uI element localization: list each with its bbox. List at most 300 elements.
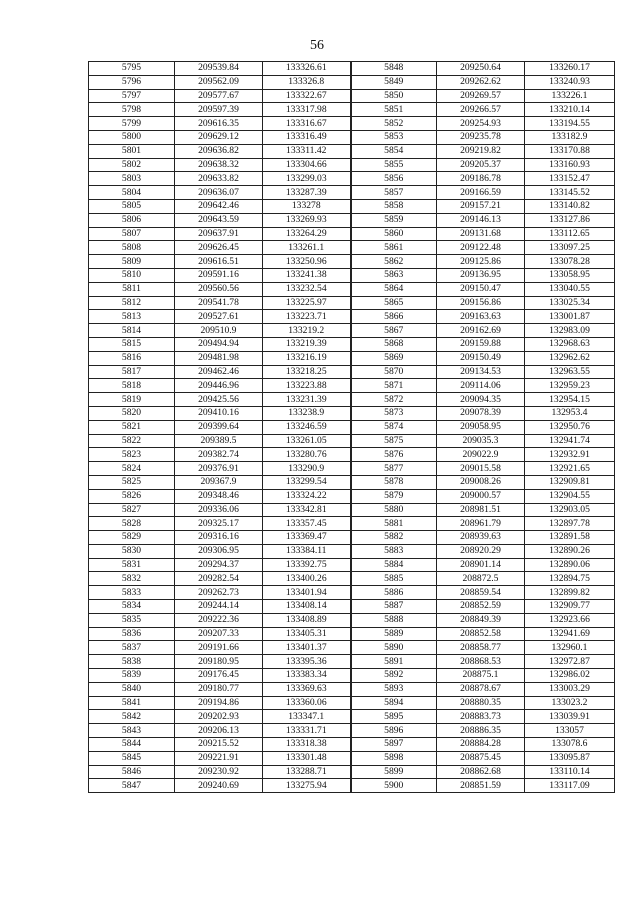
table-cell-y-coordinate: 132932.91 — [525, 448, 615, 462]
table-cell-y-coordinate: 133392.75 — [263, 558, 351, 572]
table-cell-y-coordinate: 133097.25 — [525, 241, 615, 255]
table-row — [89, 489, 615, 503]
table-cell-y-coordinate: 133216.19 — [263, 351, 351, 365]
table-cell-point-number: 5862 — [351, 255, 437, 269]
table-cell-x-coordinate: 209629.12 — [175, 130, 263, 144]
table-cell-x-coordinate: 209306.95 — [175, 544, 263, 558]
table-cell-y-coordinate: 133152.47 — [525, 172, 615, 186]
table-cell-point-number: 5885 — [351, 572, 437, 586]
table-cell-y-coordinate: 133231.39 — [263, 393, 351, 407]
table-cell-point-number: 5895 — [351, 710, 437, 724]
table-cell-y-coordinate: 133223.88 — [263, 379, 351, 393]
table-cell-y-coordinate: 133145.52 — [525, 186, 615, 200]
table-cell-point-number: 5809 — [89, 255, 175, 269]
table-cell-x-coordinate: 208981.51 — [437, 503, 525, 517]
table-cell-x-coordinate: 209022.9 — [437, 448, 525, 462]
table-row — [89, 503, 615, 517]
table-cell-point-number: 5822 — [89, 434, 175, 448]
table-cell-point-number: 5891 — [351, 655, 437, 669]
table-cell-point-number: 5838 — [89, 655, 175, 669]
table-cell-y-coordinate: 133210.14 — [525, 103, 615, 117]
table-row — [89, 310, 615, 324]
table-cell-x-coordinate: 209222.36 — [175, 613, 263, 627]
table-cell-x-coordinate: 209134.53 — [437, 365, 525, 379]
table-cell-y-coordinate: 132986.02 — [525, 669, 615, 683]
table-row — [89, 710, 615, 724]
table-cell-y-coordinate: 132891.58 — [525, 531, 615, 545]
table-cell-y-coordinate: 133383.34 — [263, 669, 351, 683]
table-cell-point-number: 5873 — [351, 406, 437, 420]
table-cell-y-coordinate: 132923.66 — [525, 613, 615, 627]
table-cell-y-coordinate: 133250.96 — [263, 255, 351, 269]
table-cell-point-number: 5836 — [89, 627, 175, 641]
table-cell-y-coordinate: 133112.65 — [525, 227, 615, 241]
table-cell-y-coordinate: 133110.14 — [525, 765, 615, 779]
table-cell-y-coordinate: 133408.89 — [263, 613, 351, 627]
table-cell-point-number: 5856 — [351, 172, 437, 186]
table-cell-point-number: 5879 — [351, 489, 437, 503]
table-cell-x-coordinate: 208878.67 — [437, 682, 525, 696]
table-cell-x-coordinate: 209591.16 — [175, 268, 263, 282]
table-cell-y-coordinate: 133357.45 — [263, 517, 351, 531]
table-cell-point-number: 5878 — [351, 475, 437, 489]
table-cell-x-coordinate: 208872.5 — [437, 572, 525, 586]
table-cell-x-coordinate: 208852.59 — [437, 600, 525, 614]
table-cell-y-coordinate: 133078.28 — [525, 255, 615, 269]
table-cell-x-coordinate: 209162.69 — [437, 324, 525, 338]
table-cell-y-coordinate: 132960.1 — [525, 641, 615, 655]
table-cell-x-coordinate: 209125.86 — [437, 255, 525, 269]
table-cell-point-number: 5868 — [351, 337, 437, 351]
table-row — [89, 213, 615, 227]
table-cell-point-number: 5816 — [89, 351, 175, 365]
table-cell-point-number: 5899 — [351, 765, 437, 779]
table-cell-x-coordinate: 208851.59 — [437, 779, 525, 793]
table-row — [89, 186, 615, 200]
table-cell-x-coordinate: 209114.06 — [437, 379, 525, 393]
table-cell-point-number: 5807 — [89, 227, 175, 241]
table-cell-y-coordinate: 132972.87 — [525, 655, 615, 669]
table-cell-y-coordinate: 133408.14 — [263, 600, 351, 614]
table-cell-point-number: 5810 — [89, 268, 175, 282]
table-cell-point-number: 5846 — [89, 765, 175, 779]
table-cell-point-number: 5834 — [89, 600, 175, 614]
table-cell-x-coordinate: 209015.58 — [437, 462, 525, 476]
table-cell-x-coordinate: 208883.73 — [437, 710, 525, 724]
table-cell-point-number: 5828 — [89, 517, 175, 531]
table-cell-x-coordinate: 209250.64 — [437, 62, 525, 76]
table-cell-point-number: 5799 — [89, 117, 175, 131]
table-row — [89, 268, 615, 282]
table-cell-x-coordinate: 209206.13 — [175, 724, 263, 738]
table-cell-x-coordinate: 209186.78 — [437, 172, 525, 186]
table-cell-x-coordinate: 209180.77 — [175, 682, 263, 696]
table-cell-point-number: 5870 — [351, 365, 437, 379]
table-cell-x-coordinate: 208868.53 — [437, 655, 525, 669]
table-cell-x-coordinate: 209282.54 — [175, 572, 263, 586]
table-cell-point-number: 5829 — [89, 531, 175, 545]
table-cell-y-coordinate: 133140.82 — [525, 199, 615, 213]
table-cell-point-number: 5858 — [351, 199, 437, 213]
table-cell-x-coordinate: 208875.45 — [437, 751, 525, 765]
table-cell-point-number: 5849 — [351, 75, 437, 89]
table-cell-point-number: 5817 — [89, 365, 175, 379]
table-cell-y-coordinate: 133117.09 — [525, 779, 615, 793]
table-cell-point-number: 5840 — [89, 682, 175, 696]
table-cell-point-number: 5852 — [351, 117, 437, 131]
table-cell-point-number: 5837 — [89, 641, 175, 655]
table-row — [89, 282, 615, 296]
table-cell-y-coordinate: 133040.55 — [525, 282, 615, 296]
table-cell-point-number: 5842 — [89, 710, 175, 724]
table-cell-x-coordinate: 209262.73 — [175, 586, 263, 600]
table-cell-x-coordinate: 209636.82 — [175, 144, 263, 158]
table-cell-point-number: 5883 — [351, 544, 437, 558]
table-row — [89, 75, 615, 89]
table-cell-point-number: 5866 — [351, 310, 437, 324]
table-cell-point-number: 5805 — [89, 199, 175, 213]
table-row — [89, 462, 615, 476]
table-cell-x-coordinate: 209389.5 — [175, 434, 263, 448]
table-cell-x-coordinate: 209058.95 — [437, 420, 525, 434]
table-cell-y-coordinate: 132983.09 — [525, 324, 615, 338]
table-cell-x-coordinate: 209202.93 — [175, 710, 263, 724]
table-cell-point-number: 5803 — [89, 172, 175, 186]
coordinates-table — [88, 61, 615, 793]
table-cell-point-number: 5877 — [351, 462, 437, 476]
table-cell-y-coordinate: 133311.42 — [263, 144, 351, 158]
table-cell-point-number: 5835 — [89, 613, 175, 627]
table-cell-x-coordinate: 209230.92 — [175, 765, 263, 779]
table-cell-y-coordinate: 133194.55 — [525, 117, 615, 131]
table-cell-x-coordinate: 208852.58 — [437, 627, 525, 641]
table-cell-y-coordinate: 133127.86 — [525, 213, 615, 227]
table-cell-y-coordinate: 133278 — [263, 199, 351, 213]
table-cell-x-coordinate: 209194.86 — [175, 696, 263, 710]
table-cell-point-number: 5855 — [351, 158, 437, 172]
table-cell-y-coordinate: 132890.06 — [525, 558, 615, 572]
table-cell-y-coordinate: 133316.49 — [263, 130, 351, 144]
table-cell-y-coordinate: 133170.88 — [525, 144, 615, 158]
table-cell-point-number: 5864 — [351, 282, 437, 296]
table-cell-y-coordinate: 133260.17 — [525, 62, 615, 76]
table-cell-y-coordinate: 133225.97 — [263, 296, 351, 310]
table-cell-point-number: 5800 — [89, 130, 175, 144]
table-cell-x-coordinate: 209626.45 — [175, 241, 263, 255]
table-cell-y-coordinate: 133395.36 — [263, 655, 351, 669]
table-cell-point-number: 5806 — [89, 213, 175, 227]
table-cell-y-coordinate: 133058.95 — [525, 268, 615, 282]
table-cell-y-coordinate: 133342.81 — [263, 503, 351, 517]
table-cell-y-coordinate: 133369.63 — [263, 682, 351, 696]
table-row — [89, 586, 615, 600]
table-cell-x-coordinate: 209638.32 — [175, 158, 263, 172]
table-cell-x-coordinate: 209219.82 — [437, 144, 525, 158]
table-cell-x-coordinate: 209221.91 — [175, 751, 263, 765]
table-cell-x-coordinate: 209348.46 — [175, 489, 263, 503]
table-cell-x-coordinate: 208880.35 — [437, 696, 525, 710]
table-cell-y-coordinate: 133218.25 — [263, 365, 351, 379]
table-row — [89, 682, 615, 696]
table-cell-x-coordinate: 208875.1 — [437, 669, 525, 683]
table-cell-point-number: 5818 — [89, 379, 175, 393]
table-row — [89, 351, 615, 365]
table-cell-point-number: 5896 — [351, 724, 437, 738]
table-cell-x-coordinate: 209382.74 — [175, 448, 263, 462]
table-cell-y-coordinate: 133264.29 — [263, 227, 351, 241]
table-cell-point-number: 5819 — [89, 393, 175, 407]
table-row — [89, 751, 615, 765]
table-cell-y-coordinate: 133360.06 — [263, 696, 351, 710]
table-cell-y-coordinate: 132968.63 — [525, 337, 615, 351]
table-cell-y-coordinate: 133400.26 — [263, 572, 351, 586]
table-cell-point-number: 5865 — [351, 296, 437, 310]
table-cell-y-coordinate: 133232.54 — [263, 282, 351, 296]
table-cell-x-coordinate: 208884.28 — [437, 738, 525, 752]
table-row — [89, 241, 615, 255]
table-cell-x-coordinate: 209266.57 — [437, 103, 525, 117]
table-row — [89, 641, 615, 655]
table-cell-x-coordinate: 209527.61 — [175, 310, 263, 324]
table-cell-y-coordinate: 132897.78 — [525, 517, 615, 531]
table-cell-y-coordinate: 133095.87 — [525, 751, 615, 765]
table-cell-point-number: 5874 — [351, 420, 437, 434]
table-cell-x-coordinate: 209462.46 — [175, 365, 263, 379]
table-cell-point-number: 5893 — [351, 682, 437, 696]
table-row — [89, 572, 615, 586]
table-cell-point-number: 5892 — [351, 669, 437, 683]
table-cell-x-coordinate: 209643.59 — [175, 213, 263, 227]
table-cell-point-number: 5890 — [351, 641, 437, 655]
table-cell-x-coordinate: 209510.9 — [175, 324, 263, 338]
table-cell-point-number: 5884 — [351, 558, 437, 572]
table-cell-point-number: 5859 — [351, 213, 437, 227]
table-row — [89, 393, 615, 407]
table-cell-point-number: 5815 — [89, 337, 175, 351]
table-cell-point-number: 5808 — [89, 241, 175, 255]
table-cell-x-coordinate: 209269.57 — [437, 89, 525, 103]
table-row — [89, 158, 615, 172]
table-cell-x-coordinate: 208858.77 — [437, 641, 525, 655]
table-cell-point-number: 5811 — [89, 282, 175, 296]
table-cell-y-coordinate: 132954.15 — [525, 393, 615, 407]
table-cell-point-number: 5897 — [351, 738, 437, 752]
table-cell-x-coordinate: 209367.9 — [175, 475, 263, 489]
table-cell-x-coordinate: 209146.13 — [437, 213, 525, 227]
table-body — [89, 62, 615, 793]
table-cell-x-coordinate: 209180.95 — [175, 655, 263, 669]
table-cell-point-number: 5830 — [89, 544, 175, 558]
table-cell-y-coordinate: 132941.74 — [525, 434, 615, 448]
table-row — [89, 475, 615, 489]
table-cell-point-number: 5802 — [89, 158, 175, 172]
table-row — [89, 337, 615, 351]
table-cell-y-coordinate: 133317.98 — [263, 103, 351, 117]
table-cell-point-number: 5839 — [89, 669, 175, 683]
table-cell-y-coordinate: 132962.62 — [525, 351, 615, 365]
table-row — [89, 558, 615, 572]
table-cell-y-coordinate: 133290.9 — [263, 462, 351, 476]
table-cell-y-coordinate: 132909.81 — [525, 475, 615, 489]
table-cell-x-coordinate: 209562.09 — [175, 75, 263, 89]
table-cell-x-coordinate: 209157.21 — [437, 199, 525, 213]
table-cell-y-coordinate: 133316.67 — [263, 117, 351, 131]
table-row — [89, 172, 615, 186]
table-row — [89, 434, 615, 448]
table-row — [89, 627, 615, 641]
table-cell-point-number: 5795 — [89, 62, 175, 76]
table-cell-point-number: 5827 — [89, 503, 175, 517]
table-cell-x-coordinate: 208939.63 — [437, 531, 525, 545]
table-row — [89, 227, 615, 241]
table-cell-y-coordinate: 133001.87 — [525, 310, 615, 324]
table-cell-y-coordinate: 133405.31 — [263, 627, 351, 641]
table-cell-y-coordinate: 133219.2 — [263, 324, 351, 338]
table-row — [89, 365, 615, 379]
table-cell-x-coordinate: 209446.96 — [175, 379, 263, 393]
table-cell-y-coordinate: 133261.1 — [263, 241, 351, 255]
table-cell-x-coordinate: 208901.14 — [437, 558, 525, 572]
table-cell-x-coordinate: 208886.35 — [437, 724, 525, 738]
table-row — [89, 779, 615, 793]
table-cell-point-number: 5844 — [89, 738, 175, 752]
table-cell-x-coordinate: 209410.16 — [175, 406, 263, 420]
table-row — [89, 144, 615, 158]
table-cell-y-coordinate: 133401.94 — [263, 586, 351, 600]
table-cell-point-number: 5880 — [351, 503, 437, 517]
table-cell-x-coordinate: 209176.45 — [175, 669, 263, 683]
table-cell-point-number: 5826 — [89, 489, 175, 503]
table-cell-y-coordinate: 133246.59 — [263, 420, 351, 434]
table-cell-y-coordinate: 133287.39 — [263, 186, 351, 200]
table-row — [89, 600, 615, 614]
table-row — [89, 420, 615, 434]
table-cell-y-coordinate: 133299.54 — [263, 475, 351, 489]
table-cell-x-coordinate: 208862.68 — [437, 765, 525, 779]
table-cell-point-number: 5848 — [351, 62, 437, 76]
table-cell-x-coordinate: 209035.3 — [437, 434, 525, 448]
table-cell-point-number: 5832 — [89, 572, 175, 586]
table-cell-x-coordinate: 208961.79 — [437, 517, 525, 531]
table-cell-point-number: 5833 — [89, 586, 175, 600]
table-cell-y-coordinate: 132894.75 — [525, 572, 615, 586]
table-cell-point-number: 5814 — [89, 324, 175, 338]
table-cell-x-coordinate: 209325.17 — [175, 517, 263, 531]
table-cell-y-coordinate: 133299.03 — [263, 172, 351, 186]
table-cell-point-number: 5867 — [351, 324, 437, 338]
table-cell-x-coordinate: 209376.91 — [175, 462, 263, 476]
table-cell-x-coordinate: 209156.86 — [437, 296, 525, 310]
table-row — [89, 517, 615, 531]
table-cell-x-coordinate: 209244.14 — [175, 600, 263, 614]
table-cell-y-coordinate: 133347.1 — [263, 710, 351, 724]
table-cell-y-coordinate: 133384.11 — [263, 544, 351, 558]
table-row — [89, 613, 615, 627]
table-cell-y-coordinate: 133223.71 — [263, 310, 351, 324]
table-row — [89, 655, 615, 669]
table-cell-y-coordinate: 133160.93 — [525, 158, 615, 172]
table-cell-x-coordinate: 208920.29 — [437, 544, 525, 558]
table-cell-y-coordinate: 133301.48 — [263, 751, 351, 765]
table-row — [89, 117, 615, 131]
table-cell-point-number: 5857 — [351, 186, 437, 200]
table-cell-point-number: 5797 — [89, 89, 175, 103]
table-cell-x-coordinate: 209539.84 — [175, 62, 263, 76]
table-cell-x-coordinate: 209294.37 — [175, 558, 263, 572]
table-cell-point-number: 5823 — [89, 448, 175, 462]
table-cell-x-coordinate: 209215.52 — [175, 738, 263, 752]
table-row — [89, 669, 615, 683]
table-cell-point-number: 5888 — [351, 613, 437, 627]
table-cell-y-coordinate: 133318.38 — [263, 738, 351, 752]
table-cell-point-number: 5821 — [89, 420, 175, 434]
table-cell-y-coordinate: 133288.71 — [263, 765, 351, 779]
table-cell-point-number: 5804 — [89, 186, 175, 200]
table-cell-point-number: 5831 — [89, 558, 175, 572]
table-row — [89, 379, 615, 393]
table-row — [89, 130, 615, 144]
table-cell-x-coordinate: 209166.59 — [437, 186, 525, 200]
table-cell-y-coordinate: 132941.69 — [525, 627, 615, 641]
table-cell-point-number: 5850 — [351, 89, 437, 103]
table-cell-point-number: 5845 — [89, 751, 175, 765]
table-cell-y-coordinate: 132904.55 — [525, 489, 615, 503]
table-cell-x-coordinate: 209616.51 — [175, 255, 263, 269]
table-cell-y-coordinate: 132953.4 — [525, 406, 615, 420]
table-cell-point-number: 5812 — [89, 296, 175, 310]
table-cell-y-coordinate: 133078.6 — [525, 738, 615, 752]
table-cell-point-number: 5876 — [351, 448, 437, 462]
table-cell-x-coordinate: 209597.39 — [175, 103, 263, 117]
table-cell-x-coordinate: 209399.64 — [175, 420, 263, 434]
table-row — [89, 199, 615, 213]
table-cell-point-number: 5841 — [89, 696, 175, 710]
table-cell-point-number: 5887 — [351, 600, 437, 614]
table-cell-point-number: 5869 — [351, 351, 437, 365]
table-cell-point-number: 5863 — [351, 268, 437, 282]
table-cell-point-number: 5894 — [351, 696, 437, 710]
table-cell-y-coordinate: 132921.65 — [525, 462, 615, 476]
table-cell-y-coordinate: 133261.05 — [263, 434, 351, 448]
table-cell-x-coordinate: 209008.26 — [437, 475, 525, 489]
table-cell-point-number: 5898 — [351, 751, 437, 765]
table-cell-point-number: 5847 — [89, 779, 175, 793]
table-cell-y-coordinate: 133331.71 — [263, 724, 351, 738]
table-cell-point-number: 5860 — [351, 227, 437, 241]
table-cell-y-coordinate: 133226.1 — [525, 89, 615, 103]
table-cell-x-coordinate: 208859.54 — [437, 586, 525, 600]
table-cell-x-coordinate: 209131.68 — [437, 227, 525, 241]
table-cell-point-number: 5861 — [351, 241, 437, 255]
table-cell-x-coordinate: 209159.88 — [437, 337, 525, 351]
table-cell-x-coordinate: 209262.62 — [437, 75, 525, 89]
table-row — [89, 531, 615, 545]
table-cell-x-coordinate: 209094.35 — [437, 393, 525, 407]
table-cell-x-coordinate: 209150.49 — [437, 351, 525, 365]
table-cell-point-number: 5798 — [89, 103, 175, 117]
table-cell-x-coordinate: 209207.33 — [175, 627, 263, 641]
table-cell-point-number: 5801 — [89, 144, 175, 158]
table-cell-point-number: 5843 — [89, 724, 175, 738]
table-cell-point-number: 5851 — [351, 103, 437, 117]
table-cell-x-coordinate: 209425.56 — [175, 393, 263, 407]
table-cell-x-coordinate: 209577.67 — [175, 89, 263, 103]
table-cell-y-coordinate: 133240.93 — [525, 75, 615, 89]
table-cell-point-number: 5813 — [89, 310, 175, 324]
table-cell-x-coordinate: 209633.82 — [175, 172, 263, 186]
table-cell-y-coordinate: 133324.22 — [263, 489, 351, 503]
table-cell-point-number: 5886 — [351, 586, 437, 600]
